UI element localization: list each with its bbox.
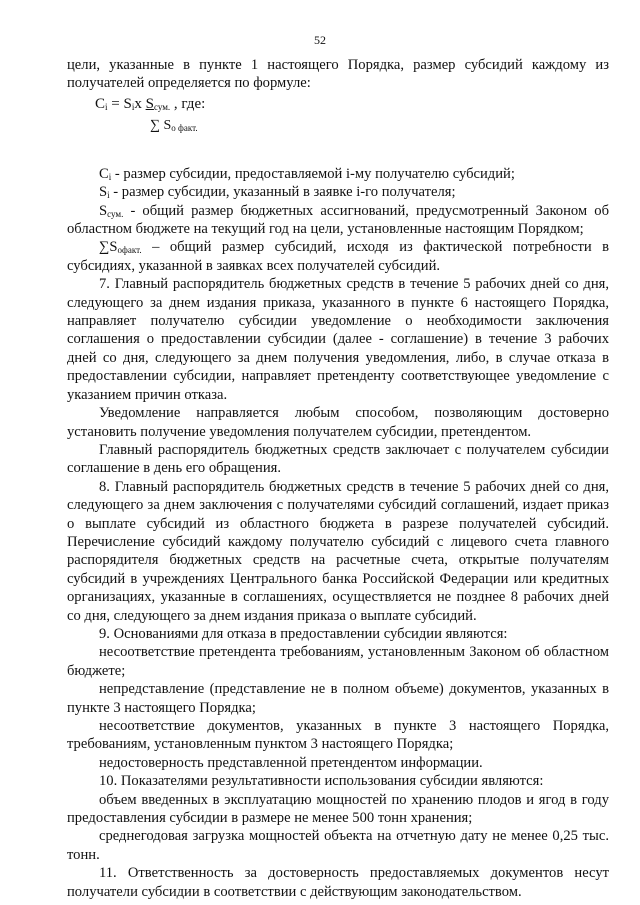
def-si-sub: i — [107, 190, 110, 201]
formula-ssum-sub: сум. — [153, 101, 171, 112]
refusal-item-2: непредставление (представление не в полном объеме) документов, указанных в пункте 3 настоящего Порядка; — [67, 681, 609, 716]
formula-ci: C — [95, 95, 106, 112]
def-sfact-text: – общий размер субсидий, исходя из фактической потребности в субсидиях, указанной в заявках всех получателей субсидий. — [67, 239, 609, 274]
def-ssum-sym: S — [99, 202, 108, 219]
formula-numerator-line — [95, 95, 205, 113]
refusal-item-1: несоответствие претендента требованиям, установленным Законом об областном бюджете; — [67, 644, 609, 679]
subsidy-formula — [67, 95, 609, 145]
formula-where: , где: — [170, 95, 206, 112]
formula-denom-sym: ∑ S — [150, 117, 172, 133]
refusal-item-4: недостоверность представленной претендентом информации. — [99, 754, 483, 771]
formula-denom-sub: о факт. — [171, 122, 198, 133]
def-si-text: - размер субсидии, указанный в заявке i-го получателя; — [109, 184, 456, 201]
indicator-item-2: среднегодовая загрузка мощностей объекта на отчетную дату не менее 0,25 тыс. тонн. — [67, 828, 609, 863]
formula-si-sub: i — [131, 101, 135, 112]
paragraph-7: 7. Главный распорядитель бюджетных средств в течение 5 рабочих дней со дня, следующего за днем издания приказа, указанного в пункте 6 настоящего Порядка, направляет получателю субсидии уведомление о необходимости заключения соглашения о предоставлении субсидии (далее - соглашение) в течение 3 рабочих дней со дня, следующего за днем получения уведомления, либо, в случае отказа в предоставлении субсидии, направляет претенденту соответствующее уведомление с указанием причин отказа. — [67, 276, 609, 403]
formula-times: x — [134, 95, 146, 112]
def-ssum — [67, 202, 609, 239]
document-body — [67, 56, 609, 901]
def-sfact-sub: офакт. — [117, 245, 142, 256]
formula-ssum-main: S — [145, 95, 154, 112]
paragraph-11: 11. Ответственность за достоверность предоставляемых документов несут получатели субсидии в соответствии с действующим законодательством. — [67, 865, 609, 900]
paragraph-notification: Уведомление направляется любым способом, позволяющим достоверно установить получение уведомления получателем субсидии, претендентом. — [67, 405, 609, 440]
def-si — [67, 183, 609, 201]
formula-denominator — [150, 117, 198, 135]
indicator-item-1: объем введенных в эксплуатацию мощностей по хранению плодов и ягод в году предоставления субсидии в размере не менее 500 тонн хранения; — [67, 791, 609, 827]
def-ssum-text: - общий размер бюджетных ассигнований, предусмотренный Законом об областном бюджете на текущий год на цели, установленные настоящим Порядком; — [67, 202, 609, 238]
page-number: 52 — [314, 33, 326, 47]
def-si-sym: S — [99, 184, 108, 201]
paragraph-10: 10. Показателями результативности использования субсидии являются: — [99, 773, 544, 790]
def-sfact-sym: ∑S — [99, 239, 118, 256]
def-ssum-sub: сум. — [107, 208, 124, 219]
def-sfact — [67, 238, 609, 275]
def-ci — [67, 165, 609, 183]
def-ci-text: - размер субсидии, предоставляемой i-му получателю субсидий; — [111, 165, 515, 182]
spacer — [67, 153, 609, 165]
paragraph-9: 9. Основаниями для отказа в предоставлении субсидии являются: — [99, 625, 508, 642]
formula-eq: = S — [107, 95, 132, 112]
paragraph-8: 8. Главный распорядитель бюджетных средств в течение 5 рабочих дней со дня, следующего за днем заключения с получателями субсидий соглашений, издает приказ о выплате субсидий из областного бюджета в разрезе получателей субсидий. Перечисление субсидий каждому получателю субсидий с лицевого счета главного распорядителя бюджетных средств на расчетные счета, открытые получателям субсидий в учреждениях Центрального банка Российской Федерации или кредитных организациях, указанные в соглашениях, осуществляется не позднее 8 рабочих дней со дня, следующего за днем издания приказа о выплате субсидий. — [67, 478, 609, 624]
formula-ci-sub: i — [105, 101, 108, 112]
refusal-item-3: несоответствие документов, указанных в пункте 3 настоящего Порядка, требованиям, установленным пунктом 3 настоящего Порядка; — [67, 718, 609, 753]
paragraph-agreement: Главный распорядитель бюджетных средств заключает с получателем субсидии соглашение в день его обращения. — [67, 441, 609, 477]
intro-paragraph: цели, указанные в пункте 1 настоящего Порядка, размер субсидий каждому из получателей определяется по формуле: — [67, 57, 609, 92]
formula-ssum — [146, 96, 171, 112]
def-ci-sym: C — [99, 165, 109, 182]
def-ci-sub: i — [108, 171, 112, 182]
